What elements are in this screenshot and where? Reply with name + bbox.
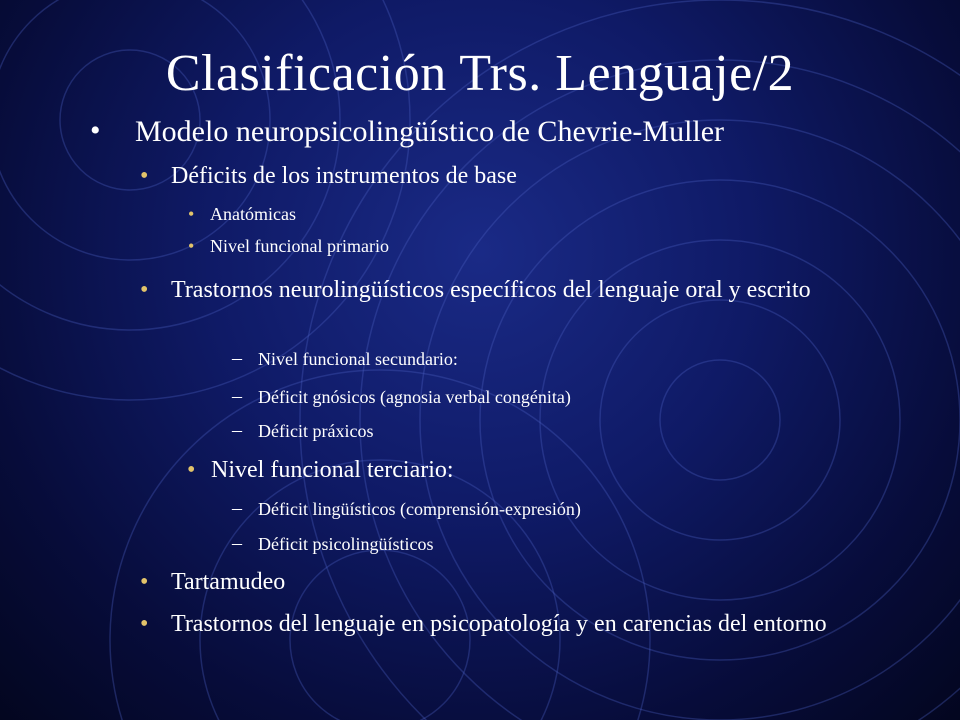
bullet-icon: • bbox=[90, 114, 101, 147]
bullet-item-l2: Nivel funcional terciario: bbox=[211, 457, 454, 483]
dash-icon: – bbox=[232, 532, 242, 554]
bullet-icon: • bbox=[187, 457, 196, 483]
bullet-item-l1: Trastornos del lenguaje en psicopatología y en carencias del entorno bbox=[171, 611, 827, 637]
bullet-icon: • bbox=[140, 163, 149, 189]
dash-item: Déficit práxicos bbox=[258, 421, 374, 441]
dash-item: Déficit gnósicos (agnosia verbal congénita) bbox=[258, 387, 571, 407]
slide-title: Clasificación Trs. Lenguaje/2 bbox=[165, 45, 795, 102]
bullet-icon: • bbox=[140, 569, 149, 595]
bullet-icon: • bbox=[188, 204, 195, 224]
bullet-item-l0: Modelo neuropsicolingüístico de Chevrie-Muller bbox=[135, 115, 725, 148]
bullet-item-l2: Nivel funcional primario bbox=[210, 236, 389, 256]
dash-item: Déficit lingüísticos (comprensión-expresión) bbox=[258, 499, 581, 519]
bullet-item-l1: Trastornos neurolingüísticos específicos del lenguaje oral y escrito bbox=[171, 277, 811, 303]
dash-icon: – bbox=[232, 385, 242, 407]
bullet-icon: • bbox=[140, 277, 149, 303]
bullet-item-l2: Anatómicas bbox=[210, 204, 296, 224]
dash-icon: – bbox=[232, 419, 242, 441]
bullet-item-l1: Déficits de los instrumentos de base bbox=[171, 163, 517, 189]
bullet-icon: • bbox=[188, 236, 195, 256]
bullet-item-l1: Tartamudeo bbox=[171, 569, 286, 595]
dash-icon: – bbox=[232, 497, 242, 519]
dash-item: Déficit psicolingüísticos bbox=[258, 534, 434, 554]
dash-item: Nivel funcional secundario: bbox=[258, 349, 458, 369]
dash-icon: – bbox=[232, 347, 242, 369]
bullet-icon: • bbox=[140, 611, 149, 637]
